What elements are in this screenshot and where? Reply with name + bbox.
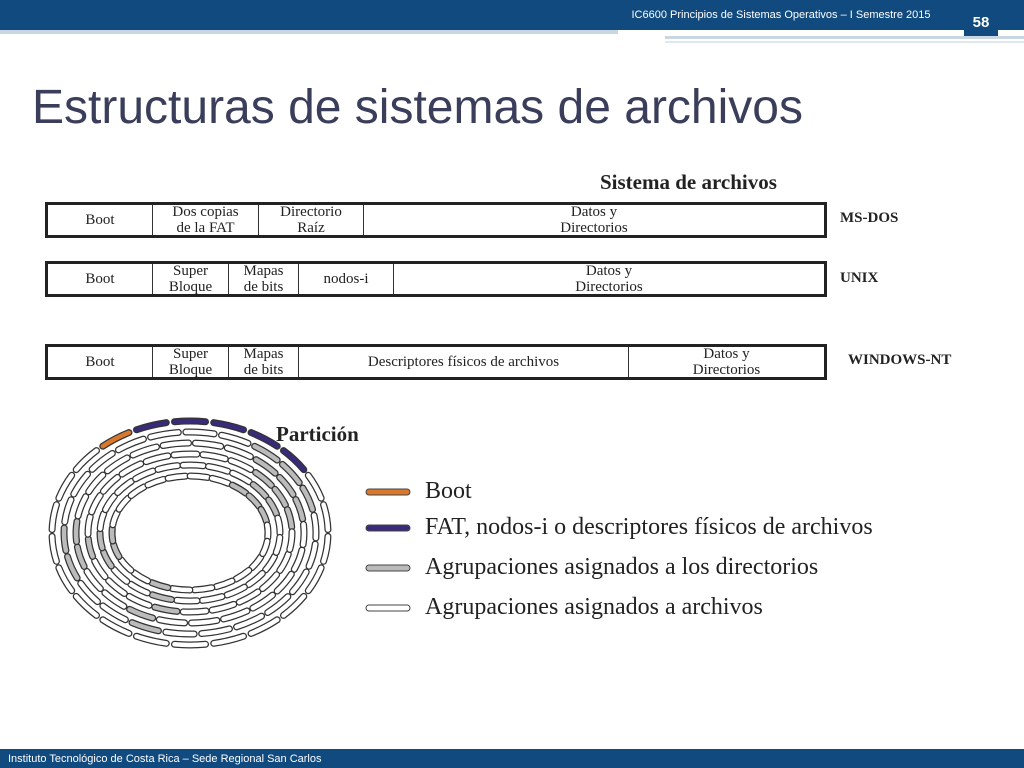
layout-cell: Datos y Directorios: [575, 263, 643, 295]
disk-cluster: [183, 611, 206, 612]
disk-cluster: [183, 465, 203, 466]
disk-cluster: [278, 518, 280, 533]
disk-cluster: [186, 432, 214, 434]
layout-ms-dos: [45, 202, 827, 238]
legend-label: FAT, nodos-i o descriptores físicos de archivos: [425, 514, 873, 540]
layout-cell: Datos y Directorios: [560, 204, 628, 236]
disk-cluster: [64, 528, 66, 551]
disk-cluster: [174, 454, 197, 455]
page-number: 58: [964, 10, 998, 36]
disk-cluster: [163, 443, 188, 446]
slide-title: Estructuras de sistemas de archivos: [32, 81, 803, 134]
header-accent-line-secondary: [665, 41, 1024, 43]
footer-institution: Instituto Tecnológico de Costa Rica – Sede Regional San Carlos: [8, 753, 322, 765]
legend-boot: [365, 478, 472, 505]
layout-cell: Mapas de bits: [229, 264, 299, 294]
layout-cell: Directorio Raíz: [259, 205, 364, 235]
layout-cell: Super Bloque: [153, 264, 229, 294]
layout-label-unix: UNIX: [840, 270, 879, 286]
partition-label: Partición: [276, 422, 359, 446]
layout-unix: [45, 261, 827, 297]
layout-cell: Descriptores físicos de archivos: [299, 347, 629, 377]
layout-label-windows-nt: WINDOWS-NT: [848, 352, 952, 368]
layout-cell: nodos-i: [299, 264, 394, 294]
course-title: IC6600 Principios de Sistemas Operativos – I Semestre 2015: [616, 8, 946, 30]
disk-cluster: [88, 517, 90, 535]
legend-swatch: [365, 602, 411, 614]
layout-cell: Boot: [48, 205, 153, 235]
legend-label: Boot: [425, 478, 472, 504]
disk-cluster: [166, 632, 194, 634]
disk-cluster: [174, 644, 205, 645]
layout-label-ms-dos: MS-DOS: [840, 210, 899, 226]
legend-directories: [365, 554, 818, 581]
legend-swatch: [365, 522, 411, 534]
partition-disk: [40, 415, 340, 655]
disk-cluster: [177, 600, 197, 601]
disk-cluster: [172, 589, 189, 590]
layout-cell: Boot: [48, 264, 153, 294]
legend-label: Agrupaciones asignados a archivos: [425, 594, 763, 620]
disk-cluster: [190, 476, 207, 477]
header-divider: [0, 30, 618, 34]
header-accent-line: [665, 36, 1024, 39]
layout-windows-nt: [45, 344, 827, 380]
legend-files: [365, 594, 763, 621]
legend-fat: [365, 514, 873, 541]
disk-cluster: [303, 524, 304, 544]
disk-cluster: [290, 532, 292, 550]
disk-cluster: [174, 421, 205, 422]
layout-cell: Datos y Directorios: [692, 346, 761, 378]
layout-cell: Super Bloque: [153, 347, 229, 377]
legend-swatch: [365, 562, 411, 574]
disk-cluster: [76, 521, 77, 541]
layout-cell: Boot: [48, 347, 153, 377]
diagram-title: Sistema de archivos: [600, 170, 777, 194]
disk-cluster: [112, 528, 113, 541]
layout-cell: Dos copias de la FAT: [153, 205, 259, 235]
legend-swatch: [365, 486, 411, 498]
disk-cluster: [195, 588, 212, 590]
disk-cluster: [191, 620, 216, 623]
disk-cluster: [267, 525, 268, 538]
legend-label: Agrupaciones asignados a los directorios: [425, 554, 819, 580]
disk-cluster: [168, 476, 185, 478]
disk-cluster: [100, 533, 102, 548]
disk-cluster: [314, 515, 316, 538]
layout-cell: Mapas de bits: [229, 347, 299, 377]
